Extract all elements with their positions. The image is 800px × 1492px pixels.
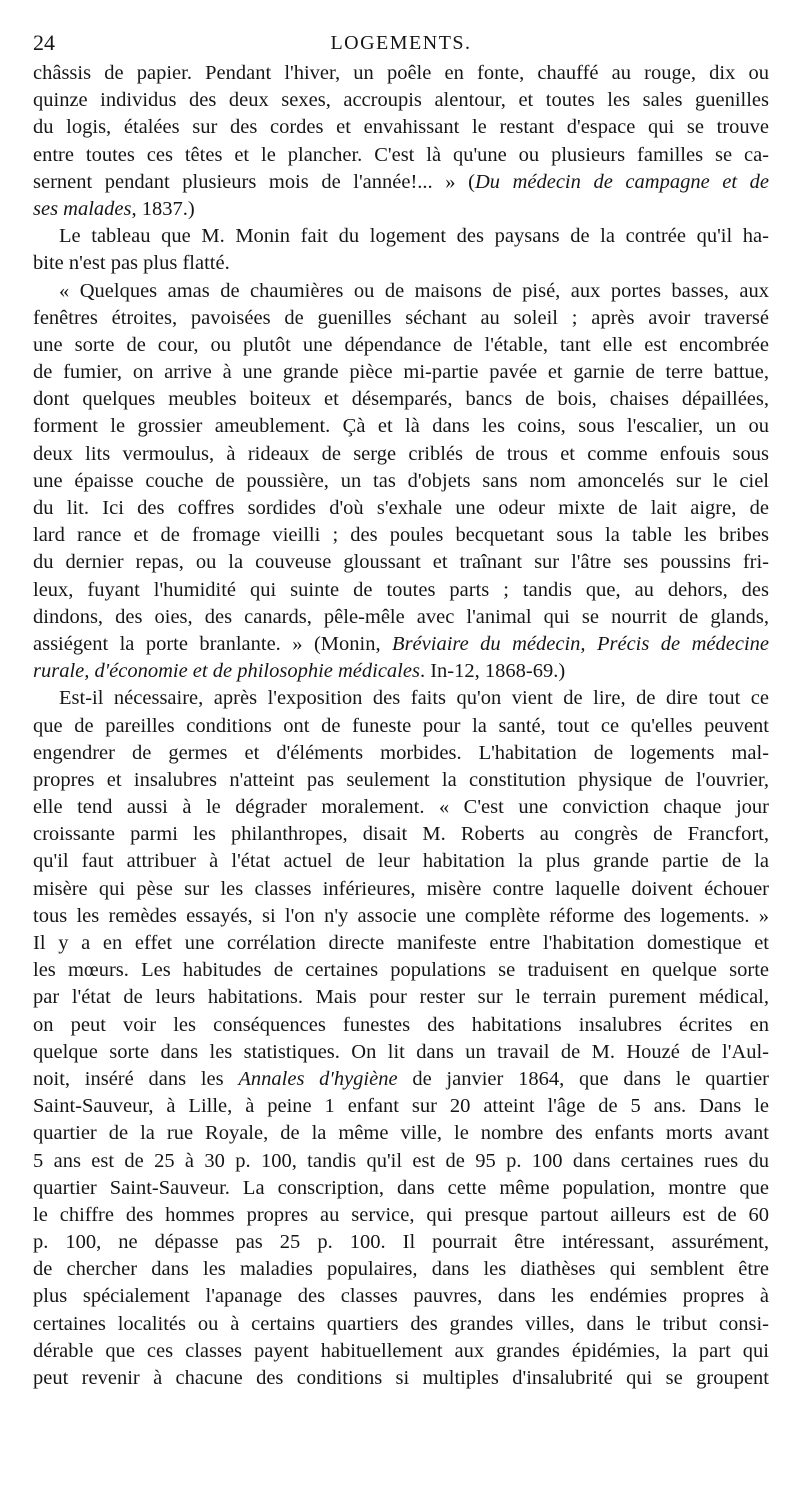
line-text: qu'il faut attribuer à l'état actuel de leur habitation la plus grande partie de la: [33, 850, 769, 873]
line-text: le chiffre des hommes propres au service, qui presque partout ailleurs est de 60: [33, 1203, 769, 1226]
text-line: [33, 631, 769, 658]
text-line: [33, 549, 769, 576]
line-italic-text: rurale, d'économie et de philosophie médicales: [33, 660, 420, 683]
line-text: deux lits vermoulus, à rideaux de serge criblés de trous et comme enfouis sous: [33, 442, 769, 465]
text-line: [33, 1229, 769, 1256]
text-line: [33, 278, 769, 305]
text-line: [33, 196, 769, 223]
text-line: [33, 903, 769, 930]
line-text: dindons, des oies, des canards, pêle-mêle avec l'animal qui se nourrit de glands,: [33, 605, 769, 628]
line-text: plus spécialement l'apanage des classes pauvres, dans les endémies propres à: [33, 1285, 769, 1308]
line-text: dont quelques meubles boiteux et désemparés, bancs de bois, chaises dépaillées,: [33, 388, 769, 411]
text-line: [33, 1175, 769, 1202]
line-text-continued: de janvier 1864, que dans le quartier: [397, 1067, 769, 1090]
line-text: certaines localités ou à certains quartiers des grandes villes, dans le tribut consi-: [33, 1312, 769, 1335]
text-line: [33, 957, 769, 984]
line-text: leux, fuyant l'humidité qui suinte de toutes parts ; tandis que, au dehors, des: [33, 578, 769, 601]
text-line: [33, 114, 769, 141]
line-text: on peut voir les conséquences funestes des habitations insalubres écrites en: [33, 1013, 769, 1036]
text-line: [33, 713, 769, 740]
text-line: [33, 332, 769, 359]
line-text: du lit. Ici des coffres sordides d'où s'exhale une odeur mixte de lait aigre, de: [33, 497, 769, 519]
line-text: de fumier, on arrive à une grande pièce mi-partie pavée et garnie de terre battue,: [33, 361, 769, 384]
line-text: une épaisse couche de poussière, un tas d'objets sans nom amoncelés sur le ciel: [33, 469, 769, 492]
text-line: [33, 740, 769, 767]
line-text: quartier de la rue Royale, de la même ville, le nombre des enfants morts avant: [33, 1122, 769, 1145]
page-number: 24: [33, 30, 55, 55]
line-text: quartier Saint-Sauveur. La conscription, dans cette même population, montre que: [33, 1176, 769, 1199]
text-line: [33, 386, 769, 413]
text-line: [33, 413, 769, 440]
line-text: assiégent la porte branlante. » (Monin,: [33, 632, 393, 655]
line-text-continued: , 1837.): [131, 197, 195, 220]
line-text: propres et insalubres n'atteint pas seulement la constitution physique de l'ouvrier,: [33, 768, 769, 791]
line-text: les mœurs. Les habitudes de certaines populations se traduisent en quelque sorte: [33, 959, 769, 982]
text-line: [33, 984, 769, 1011]
text-line: [33, 604, 769, 631]
text-line: [33, 1202, 769, 1229]
text-line: [33, 468, 769, 495]
text-line: [33, 1093, 769, 1120]
text-line: [33, 1365, 769, 1392]
text-line: [33, 359, 769, 386]
body-text: [33, 60, 769, 1392]
text-line: [33, 577, 769, 604]
line-italic-text: Annales d'hygiène: [238, 1067, 398, 1090]
line-italic-text: Bréviaire du médecin, Précis de médecine: [392, 632, 769, 655]
line-text: « Quelques amas de chaumières ou de maisons de pisé, aux portes basses, aux: [59, 279, 769, 302]
text-line: [33, 848, 769, 875]
line-text: quinze individus des deux sexes, accroupis alentour, et toutes les sales guenilles: [33, 89, 769, 112]
line-text: p. 100, ne dépasse pas 25 p. 100. Il pourrait être intéressant, assurément,: [33, 1231, 769, 1254]
line-text: elle tend aussi à le dégrader moralement. « C'est une conviction chaque jour: [33, 796, 769, 819]
line-text: fenêtres étroites, pavoisées de guenilles séchant au soleil ; après avoir traversé: [33, 306, 769, 329]
line-text: que de pareilles conditions ont de funeste pour la santé, tout ce qu'elles peuvent: [33, 714, 769, 737]
text-line: [33, 169, 769, 196]
text-line: [33, 821, 769, 848]
text-line: [33, 685, 769, 712]
text-line: [33, 1039, 769, 1066]
line-text: châssis de papier. Pendant l'hiver, un poêle en fonte, chauffé au rouge, dix ou: [33, 62, 769, 84]
text-line: [33, 223, 769, 250]
text-line: [33, 1120, 769, 1147]
line-text: Le tableau que M. Monin fait du logement des paysans de la contrée qu'il ha-: [59, 225, 769, 248]
line-text: entre toutes ces têtes et le plancher. C'est là qu'une ou plusieurs familles se ca-: [33, 143, 769, 166]
text-line: [33, 1256, 769, 1283]
line-italic-text: ses malades: [33, 197, 132, 220]
line-text: Est-il nécessaire, après l'exposition des faits qu'on vient de lire, de dire tout ce: [59, 687, 769, 710]
line-text: 5 ans est de 25 à 30 p. 100, tandis qu'il est de 95 p. 100 dans certaines rues du: [33, 1149, 769, 1172]
line-text: du dernier repas, ou la couveuse gloussant et traînant sur l'âtre ses poussins fri-: [33, 551, 769, 574]
text-line: [33, 441, 769, 468]
text-line: [33, 794, 769, 821]
text-line: [33, 767, 769, 794]
line-italic-text: Du médecin de campagne et de: [474, 170, 769, 193]
line-text: noit, inséré dans les: [33, 1067, 239, 1090]
text-line: [33, 250, 769, 277]
line-text: misère qui pèse sur les classes inférieures, misère contre laquelle doivent échouer: [33, 877, 769, 900]
text-line: [33, 142, 769, 169]
line-text-continued: . In-12, 1868-69.): [419, 660, 566, 683]
text-line: [33, 1283, 769, 1310]
line-text: peut revenir à chacune des conditions si multiples d'insalubrité qui se groupent: [33, 1367, 769, 1389]
line-text: croissante parmi les philanthropes, disait M. Roberts au congrès de Francfort,: [33, 823, 769, 846]
text-line: [33, 658, 769, 685]
line-text: Il y a en effet une corrélation directe manifeste entre l'habitation domestique et: [33, 932, 769, 954]
line-text: du logis, étalées sur des cordes et envahissant le restant d'espace qui se trouve: [33, 116, 769, 139]
text-line: [33, 930, 769, 957]
line-text: tous les remèdes essayés, si l'on n'y associe une complète réforme des logements. »: [33, 904, 769, 927]
line-text: une sorte de cour, ou plutôt une dépendance de l'étable, tant elle est encombrée: [33, 333, 769, 356]
page-header: [33, 28, 769, 58]
text-line: [33, 87, 769, 114]
line-text: engendrer de germes et d'éléments morbides. L'habitation de logements mal-: [33, 741, 769, 764]
text-line: [33, 1066, 769, 1093]
text-line: [33, 1338, 769, 1365]
text-line: [33, 305, 769, 332]
text-line: [33, 1311, 769, 1338]
line-text: par l'état de leurs habitations. Mais pour rester sur le terrain purement médical,: [33, 986, 769, 1009]
text-line: [33, 876, 769, 903]
text-line: [33, 60, 769, 87]
line-text: forment le grossier ameublement. Çà et là dans les coins, sous l'escalier, un ou: [33, 415, 769, 438]
line-text: lard rance et de fromage vieilli ; des poules becquetant sous la table les bribes: [33, 524, 769, 547]
line-text: quelque sorte dans les statistiques. On lit dans un travail de M. Houzé de l'Aul-: [33, 1040, 769, 1063]
text-line: [33, 1148, 769, 1175]
line-text: de chercher dans les maladies populaires, dans les diathèses qui semblent être: [33, 1258, 769, 1281]
line-text: bite n'est pas plus flatté.: [33, 252, 230, 275]
text-line: [33, 495, 769, 522]
text-line: [33, 522, 769, 549]
line-text: dérable que ces classes payent habituellement aux grandes épidémies, la part qui: [33, 1339, 769, 1362]
line-text: sernent pendant plusieurs mois de l'année!... » (: [33, 170, 475, 193]
running-title: LOGEMENTS.: [330, 32, 472, 54]
text-line: [33, 1012, 769, 1039]
line-text: Saint-Sauveur, à Lille, à peine 1 enfant sur 20 atteint l'âge de 5 ans. Dans le: [33, 1095, 769, 1118]
